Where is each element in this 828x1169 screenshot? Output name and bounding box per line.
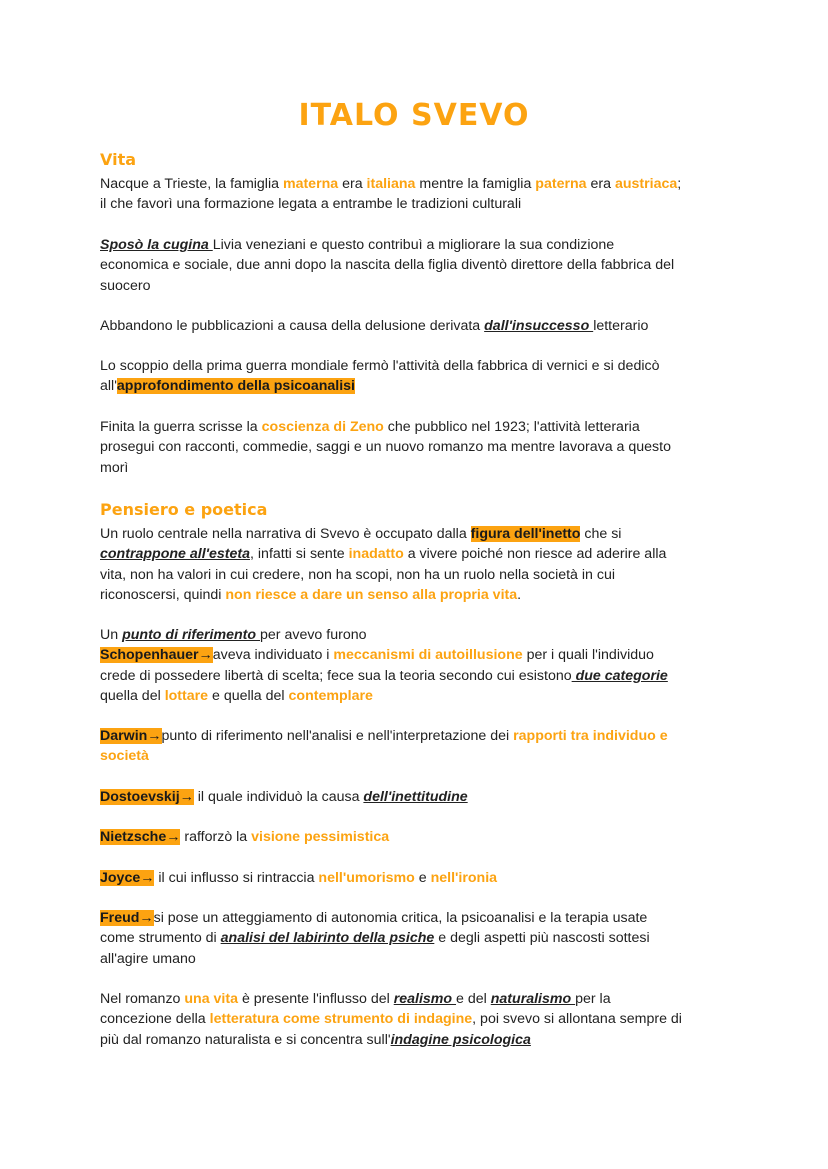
text: Livia veneziani e questo contribuì a migliorare la sua condizione <box>212 237 615 253</box>
highlight-text: paterna <box>535 176 587 192</box>
marked-text: Dostoevskij→ <box>100 789 194 805</box>
text: era <box>586 176 615 192</box>
highlight-text: nell'ironia <box>430 870 498 886</box>
text: suocero <box>100 277 151 294</box>
text: vita, non ha valori in cui credere, non ha scopi, non ha un ruolo nella società in cui <box>100 566 616 583</box>
text: , infatti si sente <box>250 546 349 563</box>
text: Nel romanzo <box>100 991 185 1007</box>
paragraph-schopenhauer <box>100 625 740 706</box>
section-heading-vita: Vita <box>100 150 137 169</box>
underlined-text: indagine psicologica <box>390 1031 531 1048</box>
text: Abbandono le pubblicazioni a causa della delusione derivata <box>100 318 485 334</box>
highlight-text: contemplare <box>288 687 373 704</box>
paragraph-zeno <box>100 417 740 478</box>
marked-text: Darwin→ <box>100 728 162 744</box>
text: che si <box>580 526 622 542</box>
text: Nacque a Trieste, la famiglia <box>100 176 283 192</box>
text: e quella del <box>208 687 289 704</box>
text: quella del <box>100 687 165 704</box>
text: prosegui con racconti, commedie, saggi e un nuovo romanzo ma mentre lavorava a questo <box>100 439 671 456</box>
text: e degli aspetti più nascosti sottesi <box>434 930 650 947</box>
paragraph-abandonment <box>100 316 740 336</box>
text: come strumento di <box>100 930 221 947</box>
text: . <box>517 586 522 603</box>
highlight-text: materna <box>282 176 339 192</box>
text: ; <box>677 176 682 192</box>
highlight-text: società <box>100 748 149 765</box>
highlight-text: meccanismi di autoillusione <box>333 647 523 664</box>
highlight-text: nell'umorismo <box>318 870 415 886</box>
paragraph-birth <box>100 174 740 215</box>
text: il che favorì una formazione legata a entrambe le tradizioni culturali <box>100 196 522 213</box>
text: Finita la guerra scrisse la <box>100 419 262 435</box>
paragraph-una-vita <box>100 989 740 1050</box>
text: all' <box>100 378 117 395</box>
highlight-text: austriaca <box>614 176 678 192</box>
paragraph-joyce <box>100 868 740 888</box>
paragraph-nietzsche <box>100 827 740 847</box>
text: letterario <box>593 318 649 334</box>
text: che pubblico nel 1923; l'attività letteraria <box>383 419 640 435</box>
text: a vivere poiché non riesce ad aderire alla <box>403 546 667 563</box>
underlined-text: punto di riferimento <box>122 627 261 643</box>
marked-text: approfondimento della psicoanalisi <box>116 378 355 395</box>
highlight-text: non riesce a dare un senso alla propria vita <box>225 586 518 603</box>
underlined-text: due categorie <box>571 667 668 684</box>
text: per avevo furono <box>260 627 367 643</box>
highlight-text: inadatto <box>348 546 404 563</box>
text: crede di possedere libertà di scelta; fece sua la teoria secondo cui esistono <box>100 667 572 684</box>
marked-text: Schopenhauer→ <box>100 647 213 664</box>
underlined-text: contrappone all'esteta <box>100 546 251 563</box>
text: morì <box>100 459 129 476</box>
text: il quale individuò la causa <box>193 789 364 805</box>
marked-text: figura dell'inetto <box>470 526 581 542</box>
text: all'agire umano <box>100 950 196 967</box>
text: economica e sociale, due anni dopo la nascita della figlia diventò direttore della fabbrica del <box>100 257 675 274</box>
text: aveva individuato i <box>212 647 334 664</box>
text: riconoscersi, quindi <box>100 586 226 603</box>
highlight-text: coscienza di Zeno <box>261 419 384 435</box>
underlined-text: dall'insuccesso <box>484 318 594 334</box>
paragraph-marriage <box>100 235 740 296</box>
highlight-text: una vita <box>184 991 238 1007</box>
page-title: ITALO SVEVO <box>298 98 530 133</box>
text: rafforzò la <box>180 829 252 845</box>
text: , poi svevo si allontana sempre di <box>472 1011 682 1028</box>
paragraph-inetto <box>100 524 740 605</box>
text: concezione della <box>100 1011 210 1028</box>
text: e del <box>456 991 491 1007</box>
highlight-text: italiana <box>366 176 416 192</box>
highlight-text: visione pessimistica <box>251 829 390 845</box>
text: si pose un atteggiamento di autonomia critica, la psicoanalisi e la terapia usate <box>153 910 648 926</box>
text: per la <box>575 991 611 1007</box>
text: più dal romanzo naturalista e si concentra sull' <box>100 1031 391 1048</box>
underlined-text: analisi del labirinto della psiche <box>220 930 435 947</box>
underlined-text: Sposò la cugina <box>100 237 213 253</box>
highlight-text: lottare <box>164 687 209 704</box>
paragraph-war <box>100 356 740 397</box>
text: e <box>414 870 431 886</box>
text: Un <box>100 627 123 643</box>
paragraph-dostoevskij <box>100 787 740 807</box>
underlined-text: dell'inettitudine <box>363 789 468 805</box>
marked-text: Freud→ <box>100 910 154 926</box>
paragraph-freud <box>100 908 740 969</box>
text: è presente l'influsso del <box>238 991 394 1007</box>
text: era <box>338 176 367 192</box>
text: mentre la famiglia <box>415 176 536 192</box>
text: Lo scoppio della prima guerra mondiale fermò l'attività della fabbrica di vernici e si dedicò <box>100 358 660 374</box>
text: punto di riferimento nell'analisi e nell'interpretazione dei <box>161 728 514 744</box>
text: Un ruolo centrale nella narrativa di Svevo è occupato dalla <box>100 526 471 542</box>
highlight-text: rapporti tra individuo e <box>513 728 668 744</box>
highlight-text: letteratura come strumento di indagine <box>209 1011 473 1028</box>
marked-text: Nietzsche→ <box>100 829 181 845</box>
underlined-text: realismo <box>393 991 457 1007</box>
section-heading-pensiero: Pensiero e poetica <box>100 500 268 519</box>
underlined-text: naturalismo <box>490 991 576 1007</box>
text: il cui influsso si rintraccia <box>154 870 319 886</box>
marked-text: Joyce→ <box>100 870 155 886</box>
paragraph-darwin <box>100 726 740 767</box>
text: per i quali l'individuo <box>522 647 654 664</box>
